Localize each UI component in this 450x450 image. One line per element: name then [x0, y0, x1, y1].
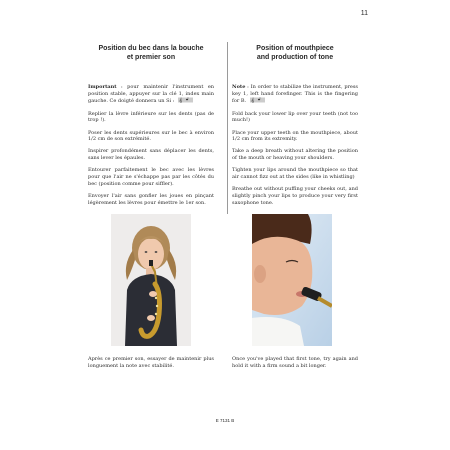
- english-note: [232, 84, 358, 105]
- english-caption: Once you've played that first tone, try again and hold it with a firm sound a bit longer.: [232, 356, 358, 369]
- english-step-3: Take a deep breath without altering the position of the mouth or heaving your shoulders.: [232, 148, 358, 162]
- french-step-1: Replier la lèvre inférieure sur les dents (pas de trop !).: [88, 110, 214, 124]
- french-caption: Après ce premier son, essayer de maintenir plus longuement la note avec stabilité.: [88, 356, 214, 369]
- french-title: [88, 44, 214, 62]
- note-text: : In order to stabilize the instrument, press key 1, left hand forefinger. This is the fingering for B.: [232, 84, 358, 105]
- french-title-line2: et premier son: [126, 54, 176, 61]
- column-divider: [227, 42, 228, 214]
- important-text: : pour maintenir l'instrument en position stable, appuyer sur la clé 1, index main gauche. Ce doigté donnera un Si :: [88, 84, 214, 105]
- english-title: [232, 44, 358, 62]
- french-step-4: Entourer parfaitement le bec avec les lèvres pour que l'air ne s'échappe pas par les côtés du bec (position comme pour siffler).: [88, 167, 214, 187]
- french-important-note: [88, 84, 214, 105]
- english-step-1: Fold back your lower lip over your teeth (not too much!): [232, 110, 358, 124]
- french-step-2: Poser les dents supérieures sur le bec à environ 1/2 cm de son extrémité.: [88, 129, 214, 143]
- french-step-5: Envoyer l'air sans gonfler les joues en pinçant légèrement les lèvres pour émettre le 1er son.: [88, 192, 214, 206]
- english-step-2: Place your upper teeth on the mouthpiece, about 1/2 cm from its extremity.: [232, 129, 358, 143]
- treble-staff-note-icon: [178, 97, 193, 103]
- footer-code: E 7131 B: [215, 418, 235, 423]
- english-step-4: Tighten your lips around the mouthpiece so that air cannot fizz out at the sides (like in whistling): [232, 167, 358, 181]
- english-title-line1: Position of mouthpiece: [256, 45, 334, 52]
- page-number: 11: [360, 10, 368, 17]
- english-step-5: Breathe out without puffing your cheeks out, and slightly pinch your lips to produce your very first saxophone tone.: [232, 186, 358, 206]
- english-column: [232, 44, 358, 212]
- girl-with-saxophone-photo: [111, 214, 191, 346]
- svg-text:𝄞: 𝄞: [250, 98, 254, 104]
- boy-embouchure-photo: [252, 214, 332, 346]
- svg-text:𝄞: 𝄞: [179, 98, 183, 104]
- treble-staff-note-icon: [250, 97, 265, 103]
- note-label: Note: [232, 84, 246, 90]
- english-title-line2: and production of tone: [256, 54, 334, 61]
- french-title-line1: Position du bec dans la bouche: [98, 45, 204, 52]
- french-step-3: Inspirer profondément sans déplacer les dents, sans lever les épaules.: [88, 148, 214, 162]
- important-label: Important: [88, 84, 117, 90]
- french-column: [88, 44, 214, 212]
